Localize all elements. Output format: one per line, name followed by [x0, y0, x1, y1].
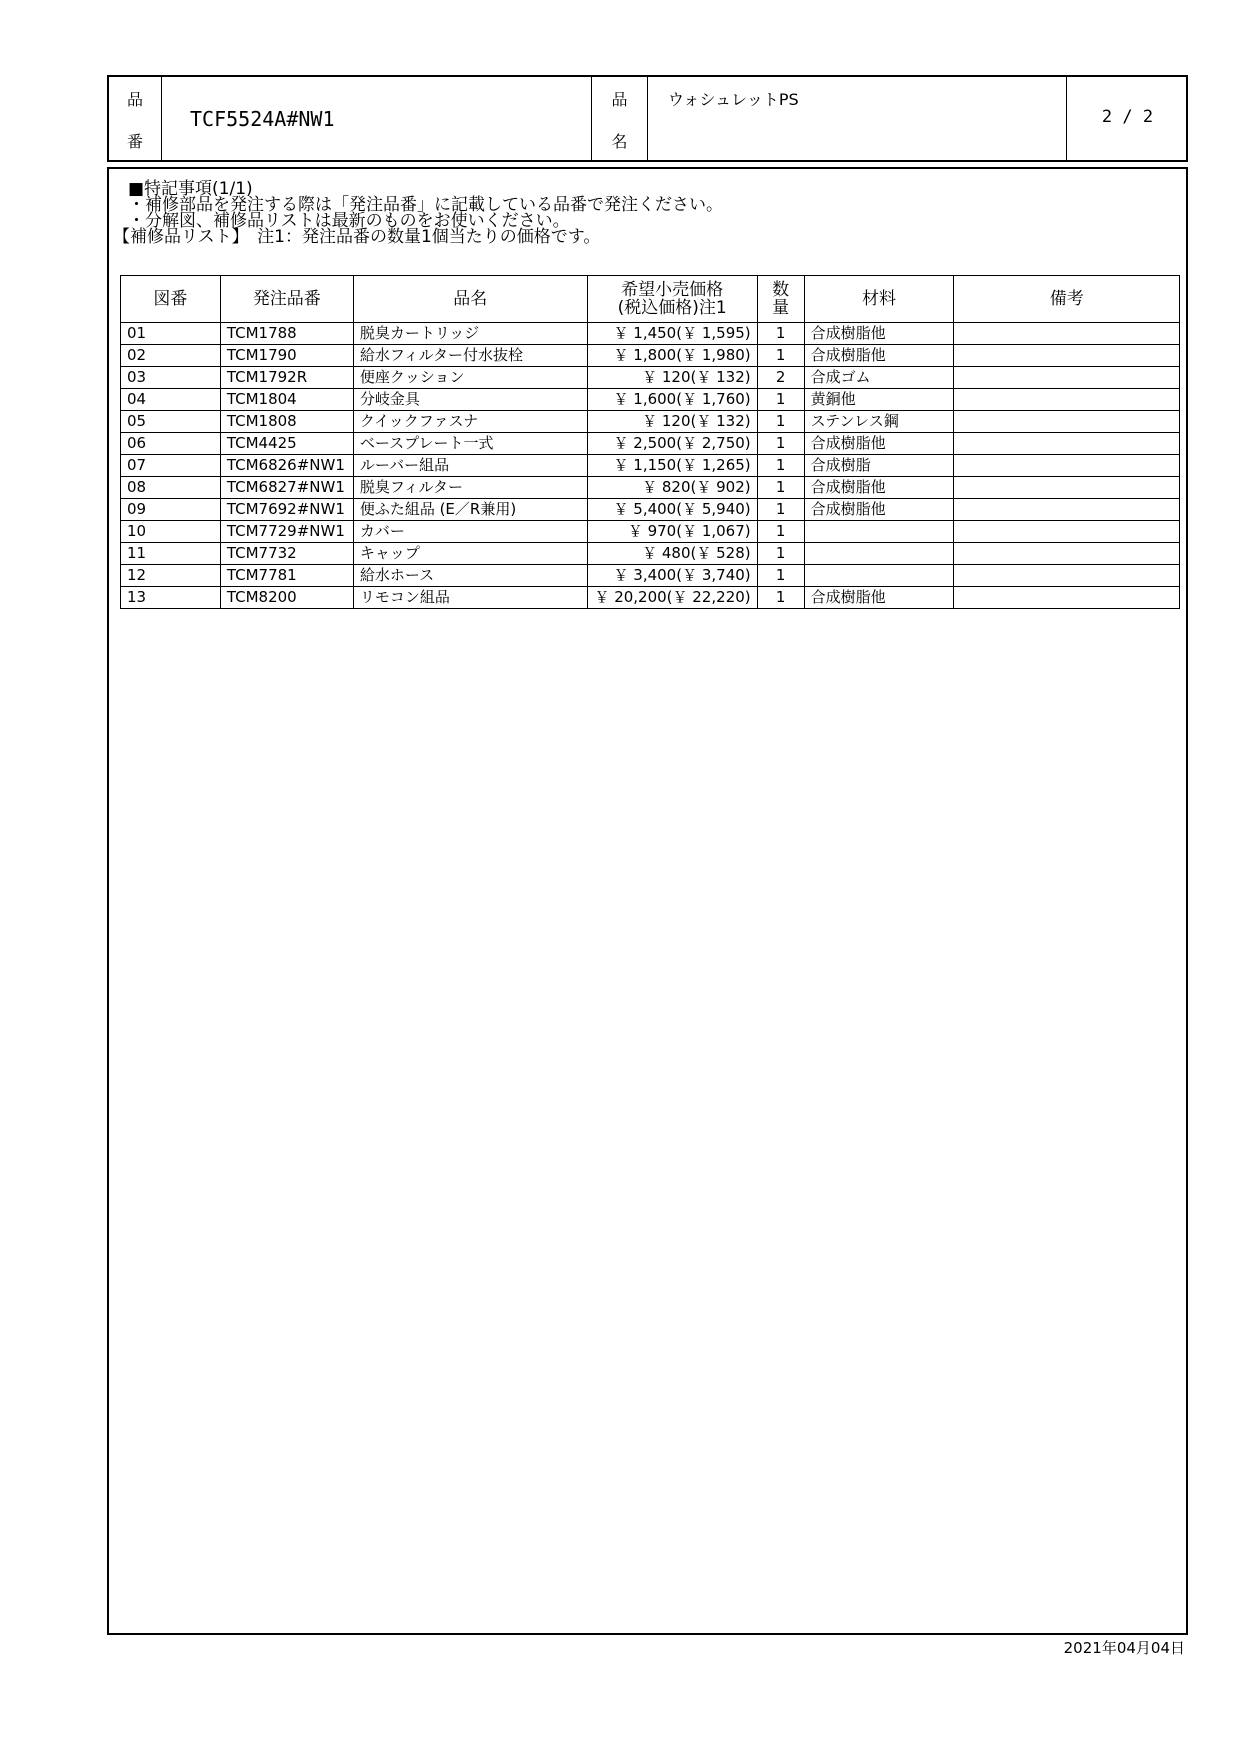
- cell-remarks: [954, 411, 1180, 433]
- table-header-row: [121, 276, 1180, 323]
- header-order-no: 発注品番: [220, 276, 353, 323]
- cell-remarks: [954, 587, 1180, 609]
- cell-qty: 1: [757, 565, 804, 587]
- cell-qty: 1: [757, 499, 804, 521]
- cell-name: ルーバー組品: [353, 455, 587, 477]
- cell-order: TCM7692#NW1: [220, 499, 353, 521]
- cell-price: ￥ 1,450(￥ 1,595): [587, 323, 757, 345]
- cell-remarks: [954, 367, 1180, 389]
- cell-qty: 1: [757, 477, 804, 499]
- notes-line-2: ・分解図、補修品リストは最新のものをお使いください。: [128, 211, 570, 231]
- cell-material: 合成樹脂他: [804, 345, 954, 367]
- part-number: TCF5524A#NW1: [190, 107, 335, 131]
- header-qty-line-1: 数: [772, 280, 790, 300]
- notes-section: [113, 181, 723, 245]
- cell-order: TCM1788: [220, 323, 353, 345]
- page-number: 2 / 2: [1101, 107, 1154, 127]
- notes-line-1: ・補修部品を発注する際は「発注品番」に記載している品番で発注ください。: [128, 195, 723, 215]
- cell-fig: 05: [121, 411, 221, 433]
- table-row: [121, 565, 1180, 587]
- cell-material: 合成樹脂他: [804, 433, 954, 455]
- header-name: 品名: [353, 276, 587, 323]
- cell-order: TCM1804: [220, 389, 353, 411]
- table-row: [121, 477, 1180, 499]
- cell-remarks: [954, 455, 1180, 477]
- issue-date: 2021年04月04日: [1063, 1639, 1185, 1657]
- cell-fig: 01: [121, 323, 221, 345]
- cell-fig: 10: [121, 521, 221, 543]
- cell-remarks: [954, 543, 1180, 565]
- table-row: [121, 455, 1180, 477]
- part-no-label-top: 品: [126, 90, 143, 109]
- cell-price: ￥ 5,400(￥ 5,940): [587, 499, 757, 521]
- cell-order: TCM1808: [220, 411, 353, 433]
- cell-name: キャップ: [353, 543, 587, 565]
- cell-remarks: [954, 345, 1180, 367]
- cell-order: TCM8200: [220, 587, 353, 609]
- cell-order: TCM7781: [220, 565, 353, 587]
- cell-material: 合成樹脂他: [804, 587, 954, 609]
- table-row: [121, 411, 1180, 433]
- cell-remarks: [954, 323, 1180, 345]
- cell-price: ￥ 20,200(￥ 22,220): [587, 587, 757, 609]
- cell-qty: 1: [757, 389, 804, 411]
- cell-price: ￥ 1,150(￥ 1,265): [587, 455, 757, 477]
- notes-heading: ■特記事項(1/1): [128, 179, 253, 199]
- cell-remarks: [954, 565, 1180, 587]
- cell-price: ￥ 2,500(￥ 2,750): [587, 433, 757, 455]
- cell-fig: 08: [121, 477, 221, 499]
- table-row: [121, 499, 1180, 521]
- cell-order: TCM7732: [220, 543, 353, 565]
- cell-qty: 1: [757, 521, 804, 543]
- header-qty: [757, 276, 804, 323]
- cell-price: ￥ 1,800(￥ 1,980): [587, 345, 757, 367]
- product-name-cell: [647, 77, 1066, 160]
- cell-order: TCM1792R: [220, 367, 353, 389]
- header-price: [587, 276, 757, 323]
- cell-fig: 04: [121, 389, 221, 411]
- cell-price: ￥ 480(￥ 528): [587, 543, 757, 565]
- cell-name: 給水フィルター付水抜栓: [353, 345, 587, 367]
- cell-price: ￥ 820(￥ 902): [587, 477, 757, 499]
- cell-name: カバー: [353, 521, 587, 543]
- table-row: [121, 389, 1180, 411]
- cell-qty: 2: [757, 367, 804, 389]
- cell-fig: 06: [121, 433, 221, 455]
- cell-material: 合成樹脂他: [804, 323, 954, 345]
- cell-material: 合成樹脂: [804, 455, 954, 477]
- cell-fig: 13: [121, 587, 221, 609]
- cell-name: 給水ホース: [353, 565, 587, 587]
- cell-order: TCM6826#NW1: [220, 455, 353, 477]
- cell-material: 合成樹脂他: [804, 499, 954, 521]
- header-fig-no: 図番: [121, 276, 221, 323]
- header-material: 材料: [804, 276, 954, 323]
- cell-fig: 03: [121, 367, 221, 389]
- cell-qty: 1: [757, 411, 804, 433]
- cell-fig: 09: [121, 499, 221, 521]
- cell-remarks: [954, 389, 1180, 411]
- table-row: [121, 367, 1180, 389]
- name-label-bottom: 名: [611, 132, 628, 151]
- cell-name: ベースプレート一式: [353, 433, 587, 455]
- header-box: [107, 75, 1188, 162]
- cell-material: 合成樹脂他: [804, 477, 954, 499]
- cell-fig: 11: [121, 543, 221, 565]
- cell-material: [804, 565, 954, 587]
- cell-fig: 07: [121, 455, 221, 477]
- cell-qty: 1: [757, 543, 804, 565]
- cell-material: ステンレス鋼: [804, 411, 954, 433]
- header-qty-line-2: 量: [772, 298, 790, 318]
- cell-name: クイックファスナ: [353, 411, 587, 433]
- page-cell: [1066, 77, 1188, 160]
- cell-qty: 1: [757, 433, 804, 455]
- cell-price: ￥ 120(￥ 132): [587, 411, 757, 433]
- cell-remarks: [954, 499, 1180, 521]
- part-no-label-bottom: 番: [126, 132, 143, 151]
- cell-material: 合成ゴム: [804, 367, 954, 389]
- cell-fig: 02: [121, 345, 221, 367]
- cell-price: ￥ 120(￥ 132): [587, 367, 757, 389]
- parts-list-title: 【補修品リスト】 注1：発注品番の数量1個当たりの価格です。: [113, 227, 601, 247]
- table-row: [121, 433, 1180, 455]
- cell-fig: 12: [121, 565, 221, 587]
- parts-table: [120, 275, 1180, 609]
- cell-qty: 1: [757, 455, 804, 477]
- cell-name: 脱臭フィルター: [353, 477, 587, 499]
- cell-qty: 1: [757, 587, 804, 609]
- cell-qty: 1: [757, 345, 804, 367]
- cell-material: [804, 521, 954, 543]
- table-row: [121, 543, 1180, 565]
- header-price-line-1: 希望小売価格: [621, 280, 724, 300]
- cell-order: TCM6827#NW1: [220, 477, 353, 499]
- part-no-cell: [161, 77, 591, 160]
- part-no-label-cell: [109, 77, 161, 160]
- cell-material: [804, 543, 954, 565]
- table-row: [121, 521, 1180, 543]
- cell-remarks: [954, 477, 1180, 499]
- name-label-top: 品: [611, 90, 628, 109]
- cell-name: 分岐金具: [353, 389, 587, 411]
- cell-order: TCM4425: [220, 433, 353, 455]
- cell-name: リモコン組品: [353, 587, 587, 609]
- header-price-line-2: (税込価格)注1: [617, 298, 727, 318]
- main-content-box: [107, 167, 1188, 1635]
- cell-order: TCM7729#NW1: [220, 521, 353, 543]
- cell-remarks: [954, 433, 1180, 455]
- cell-price: ￥ 3,400(￥ 3,740): [587, 565, 757, 587]
- cell-price: ￥ 1,600(￥ 1,760): [587, 389, 757, 411]
- cell-qty: 1: [757, 323, 804, 345]
- table-row: [121, 345, 1180, 367]
- cell-name: 脱臭カートリッジ: [353, 323, 587, 345]
- cell-material: 黄銅他: [804, 389, 954, 411]
- product-name: ウォシュレットPS: [668, 90, 799, 109]
- header-remarks: 備考: [954, 276, 1180, 323]
- name-label-cell: [591, 77, 647, 160]
- cell-remarks: [954, 521, 1180, 543]
- cell-name: 便座クッション: [353, 367, 587, 389]
- cell-order: TCM1790: [220, 345, 353, 367]
- cell-price: ￥ 970(￥ 1,067): [587, 521, 757, 543]
- cell-name: 便ふた組品 (E／R兼用): [353, 499, 587, 521]
- table-row: [121, 323, 1180, 345]
- table-row: [121, 587, 1180, 609]
